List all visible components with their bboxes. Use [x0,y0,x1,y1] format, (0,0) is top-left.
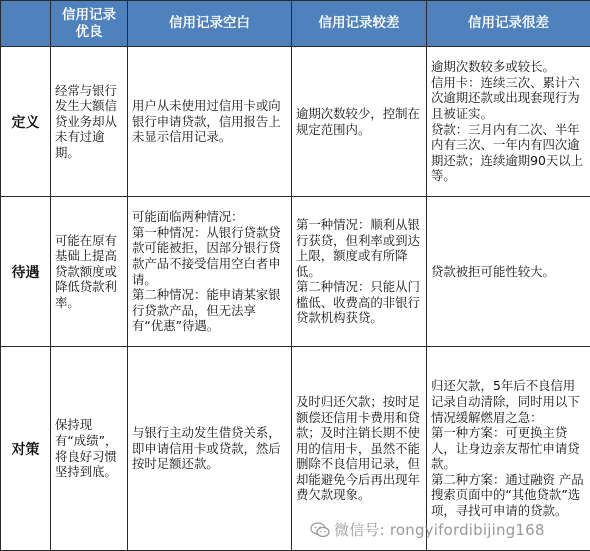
watermark-text: 微信号: rongyifordibijing168 [334,519,545,540]
cell-definition-good: 经常与银行发生大额信贷业务却从未有过逾期。 [51,47,128,197]
cell-treatment-very-poor: 贷款被拒可能性较大。 [427,197,590,347]
cell-treatment-good: 可能在原有基础上提高贷款额度或降低贷款利率。 [51,197,128,347]
header-corner-cell [1,1,51,47]
table-row-definition [1,47,590,197]
header-row [1,1,590,47]
table-row-strategy [1,347,590,551]
cell-definition-blank: 用户从未使用过信用卡或向银行申请贷款，信用报告上未显示信用记录。 [128,47,292,197]
row-label-treatment: 待遇 [1,197,51,347]
row-label-definition: 定义 [1,47,51,197]
cell-strategy-very-poor: 归还欠款，5年后不良信用记录自动清除，同时用以下情况缓解燃眉之急： 第一种方案：可更换主贷人，让身边亲友帮忙申请贷款。 第二种方案：通过融资 产品搜索页面中的“其他贷款”选项，寻找可申请的贷款。 [427,347,590,551]
header-very-poor-record: 信用记录很差 [427,1,590,47]
cell-treatment-blank: 可能面临两种情况： 第一种情况：从银行贷款贷款可能被拒，因部分银行贷款产品不接受信用空白者申请。 第二种情况：能申请某家银行贷款产品，但无法享有“优惠”待遇。 [128,197,292,347]
cell-strategy-good: 保持现有“成绩”，将良好习惯坚持到底。 [51,347,128,551]
header-blank-record: 信用记录空白 [128,1,292,47]
table-row-treatment [1,197,590,347]
header-good-record: 信用记录 优良 [51,1,128,47]
cell-treatment-poor: 第一种情况：顺利从银行获贷，但利率或到达上限，额度或有所降低。 第二种情况：只能从门槛低、收费高的非银行贷款机构获贷。 [292,197,427,347]
header-poor-record: 信用记录较差 [292,1,427,47]
cell-definition-very-poor: 逾期次数较多或较长。 信用卡：连续三次、累计六次逾期还款或出现套现行为且被证实。 贷款：三月内有二次、半年内有三次、一年内有四次逾期还款；连续逾期90天以上等。 [427,47,590,197]
cell-strategy-poor: 及时归还欠款；按时足额偿还信用卡费用和贷款；及时注销长期不使用的信用卡，虽然不能删除不良信用记录，但却能避免今后再出现年费欠款现象。 [292,347,427,551]
cell-strategy-blank: 与银行主动发生借贷关系，即申请信用卡或贷款，然后按时足额还款。 [128,347,292,551]
cell-definition-poor: 逾期次数较少，控制在规定范围内。 [292,47,427,197]
row-label-strategy: 对策 [1,347,51,551]
